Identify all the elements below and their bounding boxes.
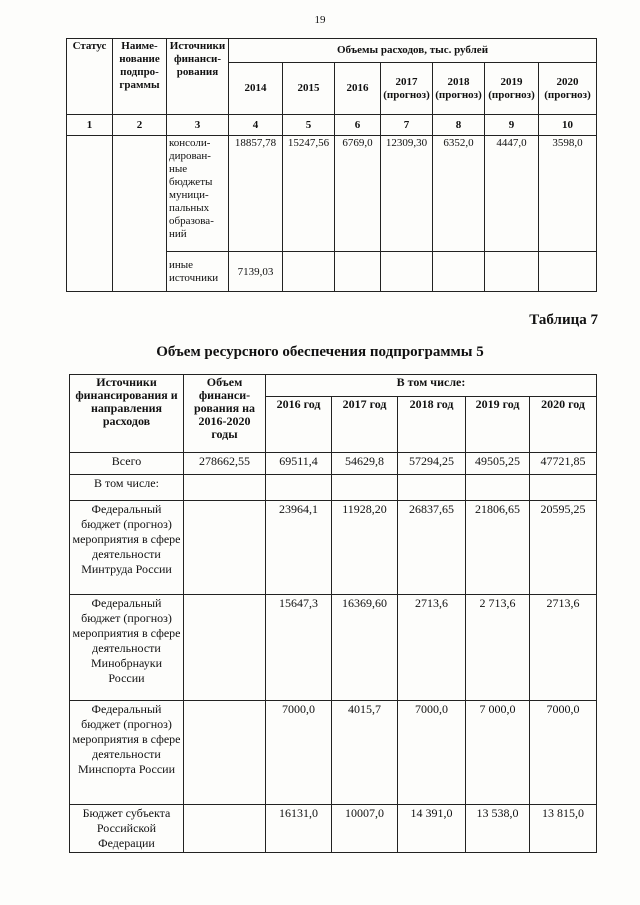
value-cell: 3598,0 [539, 136, 597, 252]
table-row [70, 701, 597, 805]
value-cell: 6769,0 [335, 136, 381, 252]
col-number: 9 [485, 115, 539, 136]
header-status: Статус [67, 39, 113, 115]
volume-cell [184, 501, 266, 595]
expenses-table [66, 38, 597, 292]
page-number: 19 [314, 14, 326, 26]
source-cell: иные источники [167, 252, 229, 292]
value-cell: 7000,0 [398, 701, 466, 805]
value-cell [381, 252, 433, 292]
header-year: 2019 год [466, 397, 530, 453]
value-cell: 23964,1 [266, 501, 332, 595]
value-cell: 21806,65 [466, 501, 530, 595]
value-cell: 54629,8 [332, 453, 398, 475]
row-label: Федеральный бюджет (прогноз) мероприятия в сфере деятельности Минобрнауки России [70, 595, 184, 701]
value-cell: 13 815,0 [530, 805, 597, 853]
col-number: 5 [283, 115, 335, 136]
value-cell: 10007,0 [332, 805, 398, 853]
value-cell: 2713,6 [530, 595, 597, 701]
value-cell [335, 252, 381, 292]
header-volume: Объем финанси-рования на 2016-2020 годы [184, 375, 266, 453]
header-year: 2017 (прогноз) [381, 63, 433, 115]
value-cell: 4447,0 [485, 136, 539, 252]
value-cell: 15647,3 [266, 595, 332, 701]
col-number: 6 [335, 115, 381, 136]
total-volume: 278662,55 [184, 453, 266, 475]
value-cell [539, 252, 597, 292]
header-volume: Объемы расходов, тыс. рублей [229, 39, 597, 63]
volume-cell [184, 595, 266, 701]
header-year: 2018 (прогноз) [433, 63, 485, 115]
header-sources: Источники финанси-рования [167, 39, 229, 115]
header-year: 2019 (прогноз) [485, 63, 539, 115]
header-year: 2020 год [530, 397, 597, 453]
header-year: 2014 [229, 63, 283, 115]
value-cell: 7000,0 [266, 701, 332, 805]
value-cell: 20595,25 [530, 501, 597, 595]
value-cell: 16369,60 [332, 595, 398, 701]
value-cell: 7000,0 [530, 701, 597, 805]
col-number: 2 [113, 115, 167, 136]
value-cell: 49505,25 [466, 453, 530, 475]
table-caption: Таблица 7 [529, 312, 598, 328]
resource-table [69, 374, 597, 853]
header-including: В том числе: [266, 375, 597, 397]
value-cell: 69511,4 [266, 453, 332, 475]
header-subprogram-name: Наиме-нование подпро-граммы [113, 39, 167, 115]
row-label: Бюджет субъекта Российской Федерации [70, 805, 184, 853]
value-cell: 15247,56 [283, 136, 335, 252]
value-cell [283, 252, 335, 292]
volume-cell [184, 701, 266, 805]
value-cell: 47721,85 [530, 453, 597, 475]
value-cell [485, 252, 539, 292]
value-cell: 12309,30 [381, 136, 433, 252]
value-cell: 2 713,6 [466, 595, 530, 701]
row-label: Федеральный бюджет (прогноз) мероприятия в сфере деятельности Минтруда России [70, 501, 184, 595]
table-row [70, 501, 597, 595]
value-cell: 11928,20 [332, 501, 398, 595]
header-sources: Источники финансирования и направления расходов [70, 375, 184, 453]
volume-cell [184, 805, 266, 853]
value-cell: 2713,6 [398, 595, 466, 701]
col-number: 3 [167, 115, 229, 136]
including-row [70, 475, 597, 501]
value-cell: 13 538,0 [466, 805, 530, 853]
col-number: 1 [67, 115, 113, 136]
total-label: Всего [70, 453, 184, 475]
col-number: 7 [381, 115, 433, 136]
header-year: 2020 (прогноз) [539, 63, 597, 115]
name-cell [113, 136, 167, 292]
value-cell: 16131,0 [266, 805, 332, 853]
table-row [67, 136, 597, 252]
header-year: 2015 [283, 63, 335, 115]
header-year: 2016 год [266, 397, 332, 453]
value-cell: 14 391,0 [398, 805, 466, 853]
value-cell: 4015,7 [332, 701, 398, 805]
value-cell: 26837,65 [398, 501, 466, 595]
col-number: 8 [433, 115, 485, 136]
value-cell: 18857,78 [229, 136, 283, 252]
total-row [70, 453, 597, 475]
value-cell [433, 252, 485, 292]
row-label: Федеральный бюджет (прогноз) мероприятия в сфере деятельности Минспорта России [70, 701, 184, 805]
including-label: В том числе: [70, 475, 184, 501]
value-cell: 6352,0 [433, 136, 485, 252]
value-cell: 57294,25 [398, 453, 466, 475]
source-cell: консоли-дирован-ные бюджеты муници-пальных образова-ний [167, 136, 229, 252]
col-number: 4 [229, 115, 283, 136]
value-cell: 7139,03 [229, 252, 283, 292]
status-cell [67, 136, 113, 292]
header-year: 2018 год [398, 397, 466, 453]
table-row [70, 805, 597, 853]
table-title: Объем ресурсного обеспечения подпрограммы 5 [156, 344, 484, 360]
col-number: 10 [539, 115, 597, 136]
table-row [70, 595, 597, 701]
value-cell: 7 000,0 [466, 701, 530, 805]
header-year: 2016 [335, 63, 381, 115]
header-year: 2017 год [332, 397, 398, 453]
